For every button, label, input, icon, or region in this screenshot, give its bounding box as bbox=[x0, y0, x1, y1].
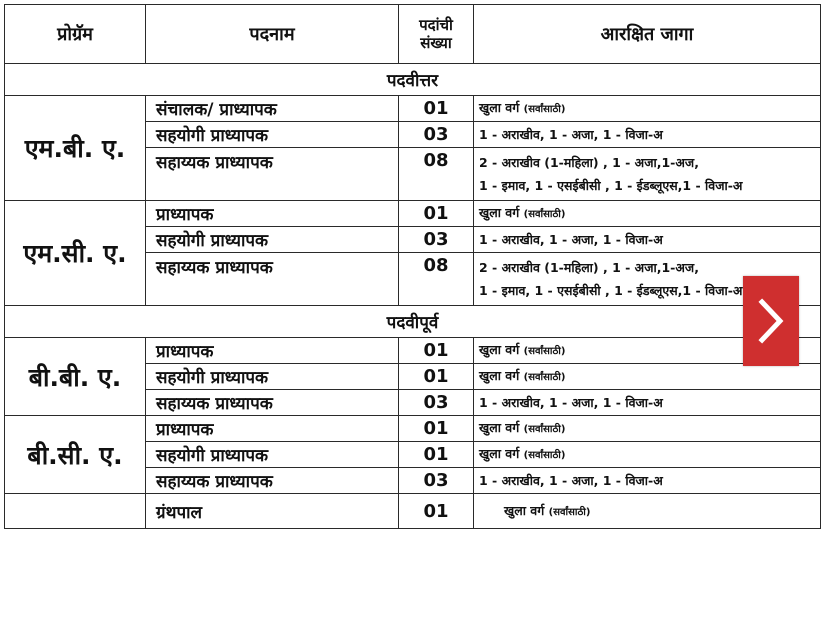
reserved-line-2: 1 - इमाव, 1 - एसईबीसी , 1 - ईडब्लूएस,1 - विजा-अ bbox=[479, 178, 743, 193]
post-cell: प्राध्यापक bbox=[146, 201, 399, 227]
next-button[interactable] bbox=[743, 276, 799, 366]
reserved-cell bbox=[474, 148, 821, 201]
post-cell: संचालक/ प्राध्यापक bbox=[146, 96, 399, 122]
reserved-hint: (सर्वांसाठी) bbox=[523, 372, 566, 383]
reserved-cell bbox=[474, 201, 821, 227]
count-cell: 01 bbox=[399, 364, 474, 390]
count-cell: 01 bbox=[399, 416, 474, 442]
reserved-cell: 1 - अराखीव, 1 - अजा, 1 - विजा-अ bbox=[474, 390, 821, 416]
post-cell: सहाय्यक प्राध्यापक bbox=[146, 253, 399, 306]
reserved-cell bbox=[474, 494, 821, 529]
program-bba: बी.बी. ए. bbox=[5, 338, 146, 416]
post-cell: प्राध्यापक bbox=[146, 416, 399, 442]
reserved-line-1: 2 - अराखीव (1-महिला) , 1 - अजा,1-अज, bbox=[479, 155, 699, 170]
reserved-cell bbox=[474, 364, 821, 390]
program-mba: एम.बी. ए. bbox=[5, 96, 146, 201]
post-cell: सहयोगी प्राध्यापक bbox=[146, 364, 399, 390]
reserved-line-2: 1 - इमाव, 1 - एसईबीसी , 1 - ईडब्लूएस,1 - विजा-अ bbox=[479, 283, 743, 298]
count-cell: 01 bbox=[399, 96, 474, 122]
header-row bbox=[5, 5, 821, 64]
reserved-text: खुला वर्ग bbox=[479, 100, 520, 115]
chevron-right-icon bbox=[756, 298, 786, 344]
reserved-cell bbox=[474, 416, 821, 442]
count-cell: 01 bbox=[399, 442, 474, 468]
count-cell: 01 bbox=[399, 201, 474, 227]
count-cell: 03 bbox=[399, 122, 474, 148]
post-cell: सहयोगी प्राध्यापक bbox=[146, 442, 399, 468]
count-cell: 03 bbox=[399, 468, 474, 494]
post-cell: प्राध्यापक bbox=[146, 338, 399, 364]
count-cell: 01 bbox=[399, 494, 474, 529]
post-cell: सहाय्यक प्राध्यापक bbox=[146, 148, 399, 201]
recruitment-table bbox=[4, 4, 821, 529]
section-postgrad: पदवीत्तर bbox=[5, 64, 821, 96]
section-row-postgrad bbox=[5, 64, 821, 96]
header-program: प्रोग्रॅम bbox=[5, 5, 146, 64]
post-cell: ग्रंथपाल bbox=[146, 494, 399, 529]
post-cell: सहयोगी प्राध्यापक bbox=[146, 122, 399, 148]
reserved-text: खुला वर्ग bbox=[479, 368, 520, 383]
section-undergrad: पदवीपूर्व bbox=[5, 306, 821, 338]
header-post: पदनाम bbox=[146, 5, 399, 64]
post-cell: सहयोगी प्राध्यापक bbox=[146, 227, 399, 253]
reserved-hint: (सर्वांसाठी) bbox=[523, 346, 566, 357]
program-bca: बी.सी. ए. bbox=[5, 416, 146, 494]
reserved-hint: (सर्वांसाठी) bbox=[523, 104, 566, 115]
program-mca: एम.सी. ए. bbox=[5, 201, 146, 306]
reserved-cell bbox=[474, 442, 821, 468]
post-cell: सहाय्यक प्राध्यापक bbox=[146, 390, 399, 416]
recruitment-table-container bbox=[4, 4, 820, 626]
reserved-text: खुला वर्ग bbox=[479, 342, 520, 357]
post-cell: सहाय्यक प्राध्यापक bbox=[146, 468, 399, 494]
header-count: पदांची संख्या bbox=[399, 5, 474, 64]
reserved-cell bbox=[474, 96, 821, 122]
count-cell: 01 bbox=[399, 338, 474, 364]
reserved-line-1: 2 - अराखीव (1-महिला) , 1 - अजा,1-अज, bbox=[479, 260, 699, 275]
reserved-cell: 1 - अराखीव, 1 - अजा, 1 - विजा-अ bbox=[474, 468, 821, 494]
reserved-cell: 1 - अराखीव, 1 - अजा, 1 - विजा-अ bbox=[474, 122, 821, 148]
count-cell: 08 bbox=[399, 148, 474, 201]
reserved-text: खुला वर्ग bbox=[479, 420, 520, 435]
count-cell: 08 bbox=[399, 253, 474, 306]
count-cell: 03 bbox=[399, 227, 474, 253]
reserved-hint: (सर्वांसाठी) bbox=[548, 506, 591, 518]
reserved-hint: (सर्वांसाठी) bbox=[523, 424, 566, 435]
table-row bbox=[5, 96, 821, 122]
reserved-hint: (सर्वांसाठी) bbox=[523, 450, 566, 461]
reserved-text: खुला वर्ग bbox=[479, 446, 520, 461]
count-cell: 03 bbox=[399, 390, 474, 416]
reserved-text: खुला वर्ग bbox=[504, 502, 545, 518]
table-row bbox=[5, 416, 821, 442]
program-empty bbox=[5, 494, 146, 529]
table-row bbox=[5, 201, 821, 227]
reserved-cell: 1 - अराखीव, 1 - अजा, 1 - विजा-अ bbox=[474, 227, 821, 253]
table-row bbox=[5, 494, 821, 529]
header-reserved: आरक्षित जागा bbox=[474, 5, 821, 64]
reserved-hint: (सर्वांसाठी) bbox=[523, 209, 566, 220]
section-row-undergrad bbox=[5, 306, 821, 338]
table-row bbox=[5, 338, 821, 364]
reserved-text: खुला वर्ग bbox=[479, 205, 520, 220]
